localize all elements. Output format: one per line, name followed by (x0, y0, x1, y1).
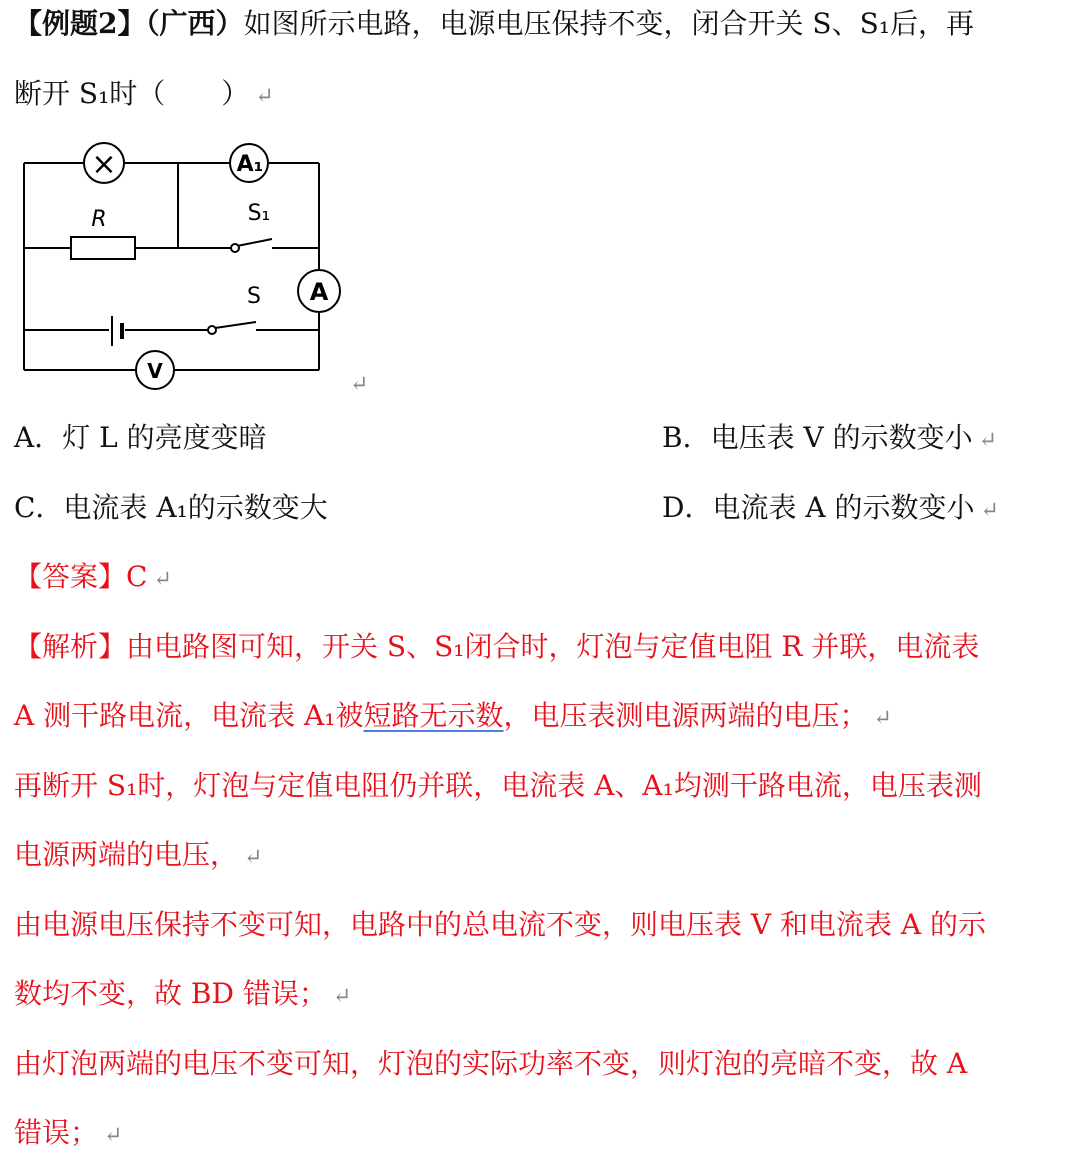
option-c: C．电流表 A₁的示数变大 (14, 491, 328, 524)
analysis-line-5: 由电源电压保持不变可知，电路中的总电流不变，则电压表 V 和电流表 A 的示 (14, 908, 987, 941)
analysis-line-2: A 测干路电流，电流表 A₁被短路无示数，电压表测电源两端的电压； ↵ (14, 699, 892, 732)
question-line-2 (14, 74, 1066, 117)
question-text-2: 断开 S₁时（ ） (14, 77, 250, 110)
return-mark: ↵ (350, 372, 369, 397)
switch-s-contact (208, 326, 216, 334)
return-mark: ↵ (980, 498, 999, 523)
option-b: B．电压表 V 的示数变小 ↵ (662, 421, 998, 454)
question-source: （广西） (145, 7, 244, 40)
return-mark: ↵ (244, 845, 263, 870)
analysis-line-8: 错误； ↵ (14, 1116, 123, 1149)
question-tag: 【例题2】 (14, 7, 146, 40)
answer-value: C (126, 560, 148, 593)
option-a: A．灯 L 的亮度变暗 (14, 421, 267, 454)
resistor-label: R (91, 207, 107, 232)
return-mark: ↵ (978, 428, 998, 453)
switch-s1-label: S₁ (247, 201, 271, 226)
analysis-line-7: 由灯泡两端的电压不变可知，灯泡的实际功率不变，则灯泡的亮暗不变，故 A (14, 1047, 968, 1080)
svg-text:A₁: A₁ (236, 152, 264, 177)
return-mark: ↵ (332, 984, 352, 1009)
ammeter-a1-symbol (230, 144, 268, 182)
return-mark: ↵ (153, 567, 172, 592)
switch-s1-contact (231, 244, 239, 252)
analysis-line-3: 再断开 S₁时，灯泡与定值电阻仍并联，电流表 A、A₁均测干路电流，电压表测 (14, 769, 982, 802)
return-mark: ↵ (104, 1123, 123, 1148)
battery-symbol (112, 316, 122, 346)
voltmeter-symbol (136, 351, 174, 389)
answer-label: 【答案】 (14, 560, 127, 593)
analysis-line-4: 电源两端的电压， ↵ (14, 838, 263, 871)
lamp-symbol (84, 143, 124, 183)
question-text-1: 如图所示电路，电源电压保持不变，闭合开关 S、S₁后，再 (243, 7, 974, 40)
answer-line (14, 557, 1066, 600)
switch-s-label: S (247, 284, 261, 309)
analysis-label: 【解析】 (14, 630, 127, 663)
return-mark: ↵ (255, 84, 274, 109)
svg-text:×: × (91, 147, 117, 182)
svg-text:V: V (147, 359, 163, 383)
return-mark: ↵ (873, 706, 892, 731)
ammeter-a-symbol (298, 270, 340, 312)
question-line-1 (14, 4, 1066, 44)
underlined-phrase: 短路无示数 (363, 699, 504, 732)
svg-text:A: A (309, 278, 329, 306)
analysis-line-6: 数均不变，故 BD 错误； ↵ (14, 977, 352, 1010)
circuit-diagram (14, 140, 374, 405)
option-d: D．电流表 A 的示数变小 ↵ (662, 491, 999, 524)
resistor-symbol (71, 237, 135, 259)
analysis-line-1: 【解析】由电路图可知，开关 S、S₁闭合时，灯泡与定值电阻 R 并联，电流表 (14, 630, 980, 663)
